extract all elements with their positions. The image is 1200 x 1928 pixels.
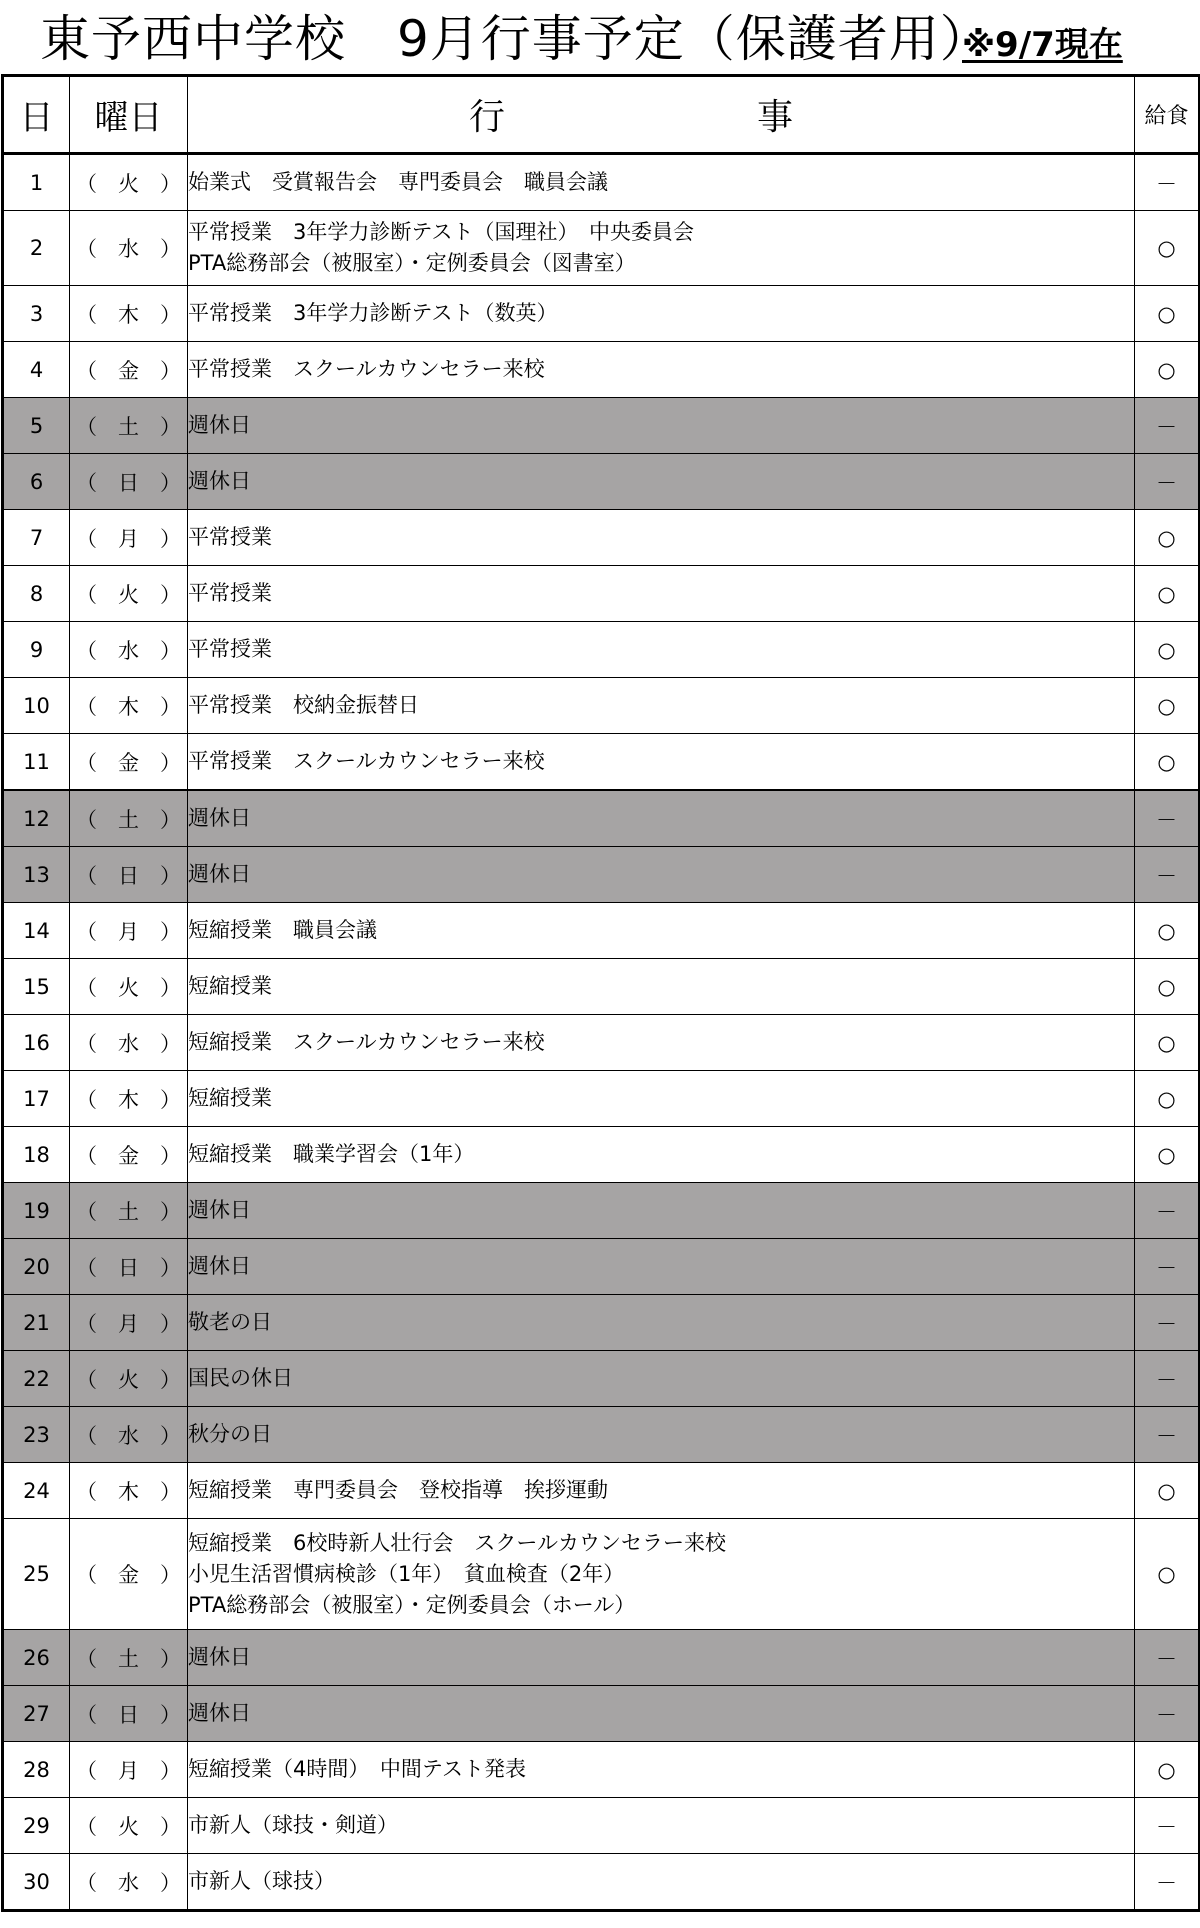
cell-events (188, 1351, 1135, 1407)
cell-lunch: － (1135, 1630, 1200, 1686)
cell-day-of-week: （ 土 ） (70, 398, 188, 454)
cell-day: 24 (3, 1463, 70, 1519)
table-header-row (3, 76, 1200, 154)
event-line: PTA総務部会（被服室）・定例委員会（図書室） (188, 251, 636, 275)
table-row (3, 154, 1200, 211)
cell-events (188, 678, 1135, 734)
event-line: 短縮授業 スクールカウンセラー来校 (188, 1030, 545, 1054)
event-line: 短縮授業 (188, 1086, 272, 1110)
cell-day-of-week: （ 火 ） (70, 566, 188, 622)
cell-day: 7 (3, 510, 70, 566)
table-row (3, 1127, 1200, 1183)
table-row (3, 211, 1200, 286)
table-row (3, 1015, 1200, 1071)
cell-day: 19 (3, 1183, 70, 1239)
cell-lunch: ○ (1135, 903, 1200, 959)
cell-day: 28 (3, 1742, 70, 1798)
cell-lunch: － (1135, 1183, 1200, 1239)
table-row (3, 1295, 1200, 1351)
table-row (3, 1742, 1200, 1798)
cell-day-of-week: （ 月 ） (70, 510, 188, 566)
cell-day: 18 (3, 1127, 70, 1183)
cell-day-of-week: （ 火 ） (70, 154, 188, 211)
table-row (3, 1686, 1200, 1742)
event-schedule-table (1, 74, 1200, 1912)
event-line: 週休日 (188, 1645, 251, 1669)
cell-day-of-week: （ 金 ） (70, 1127, 188, 1183)
cell-lunch: ○ (1135, 286, 1200, 342)
cell-day: 26 (3, 1630, 70, 1686)
cell-events (188, 1239, 1135, 1295)
cell-day: 20 (3, 1239, 70, 1295)
event-line: 平常授業 スクールカウンセラー来校 (188, 357, 545, 381)
column-header-day-of-week: 曜日 (70, 76, 188, 154)
event-line: 短縮授業 職員会議 (188, 918, 377, 942)
cell-events (188, 1071, 1135, 1127)
table-body (3, 154, 1200, 1911)
cell-day: 15 (3, 959, 70, 1015)
cell-lunch: ○ (1135, 734, 1200, 791)
table-row (3, 1071, 1200, 1127)
cell-lunch: ○ (1135, 1463, 1200, 1519)
cell-lunch: ○ (1135, 211, 1200, 286)
cell-lunch: － (1135, 790, 1200, 847)
cell-lunch: － (1135, 1798, 1200, 1854)
cell-events (188, 1686, 1135, 1742)
cell-events (188, 1742, 1135, 1798)
event-line: 短縮授業（4時間） 中間テスト発表 (188, 1757, 527, 1781)
cell-day: 8 (3, 566, 70, 622)
cell-day: 2 (3, 211, 70, 286)
cell-day-of-week: （ 水 ） (70, 211, 188, 286)
cell-day: 21 (3, 1295, 70, 1351)
table-row (3, 1463, 1200, 1519)
cell-day: 11 (3, 734, 70, 791)
cell-day-of-week: （ 土 ） (70, 1630, 188, 1686)
event-line: 週休日 (188, 1701, 251, 1725)
table-row (3, 342, 1200, 398)
table-row (3, 1854, 1200, 1911)
table-row (3, 286, 1200, 342)
cell-day-of-week: （ 日 ） (70, 847, 188, 903)
cell-day: 3 (3, 286, 70, 342)
cell-day: 29 (3, 1798, 70, 1854)
cell-events (188, 211, 1135, 286)
cell-lunch: － (1135, 1351, 1200, 1407)
event-line: 週休日 (188, 1198, 251, 1222)
cell-lunch: ○ (1135, 1071, 1200, 1127)
cell-day: 23 (3, 1407, 70, 1463)
cell-day-of-week: （ 木 ） (70, 286, 188, 342)
event-line: 週休日 (188, 806, 251, 830)
cell-events (188, 790, 1135, 847)
cell-events (188, 342, 1135, 398)
table-row (3, 1183, 1200, 1239)
cell-events (188, 1854, 1135, 1911)
cell-day: 14 (3, 903, 70, 959)
cell-lunch: ○ (1135, 622, 1200, 678)
cell-events (188, 566, 1135, 622)
cell-day: 27 (3, 1686, 70, 1742)
cell-day-of-week: （ 土 ） (70, 1183, 188, 1239)
cell-lunch: ○ (1135, 1519, 1200, 1630)
event-line: 平常授業 校納金振替日 (188, 693, 419, 717)
table-row (3, 398, 1200, 454)
document-header (0, 0, 1200, 74)
cell-lunch: － (1135, 1295, 1200, 1351)
cell-lunch: － (1135, 1854, 1200, 1911)
cell-events (188, 959, 1135, 1015)
table-row (3, 734, 1200, 791)
cell-lunch: － (1135, 1239, 1200, 1295)
cell-lunch: ○ (1135, 566, 1200, 622)
cell-day-of-week: （ 金 ） (70, 1519, 188, 1630)
event-line: PTA総務部会（被服室）・定例委員会（ホール） (188, 1592, 636, 1617)
cell-day: 10 (3, 678, 70, 734)
cell-day-of-week: （ 水 ） (70, 622, 188, 678)
event-line: 敬老の日 (188, 1310, 272, 1334)
event-line: 平常授業 (188, 637, 272, 661)
cell-lunch: － (1135, 154, 1200, 211)
cell-lunch: ○ (1135, 342, 1200, 398)
cell-day: 1 (3, 154, 70, 211)
table-row (3, 510, 1200, 566)
table-row (3, 847, 1200, 903)
event-line: 市新人（球技） (188, 1869, 335, 1893)
event-line: 短縮授業 専門委員会 登校指導 挨拶運動 (188, 1478, 608, 1502)
event-line: 週休日 (188, 1254, 251, 1278)
event-line: 小児生活習慣病検診（1年） 貧血検査（2年） (188, 1561, 625, 1586)
event-line: 平常授業 (188, 525, 272, 549)
event-line: 週休日 (188, 413, 251, 437)
cell-events (188, 1183, 1135, 1239)
cell-day-of-week: （ 月 ） (70, 903, 188, 959)
cell-day: 4 (3, 342, 70, 398)
cell-events (188, 1798, 1135, 1854)
cell-day-of-week: （ 水 ） (70, 1854, 188, 1911)
cell-events (188, 903, 1135, 959)
cell-day-of-week: （ 火 ） (70, 1351, 188, 1407)
cell-lunch: ○ (1135, 678, 1200, 734)
cell-lunch: － (1135, 847, 1200, 903)
cell-day-of-week: （ 月 ） (70, 1742, 188, 1798)
cell-day-of-week: （ 火 ） (70, 959, 188, 1015)
event-line: 平常授業 3年学力診断テスト（国理社） 中央委員会 (188, 220, 695, 244)
cell-day-of-week: （ 火 ） (70, 1798, 188, 1854)
column-header-lunch: 給食 (1135, 76, 1200, 154)
column-header-events: 行 事 (188, 76, 1135, 154)
as-of-note: ※9/7現在 (962, 25, 1123, 65)
event-line: 週休日 (188, 469, 251, 493)
cell-day-of-week: （ 月 ） (70, 1295, 188, 1351)
cell-events (188, 1463, 1135, 1519)
cell-day-of-week: （ 日 ） (70, 454, 188, 510)
cell-events (188, 1630, 1135, 1686)
table-row (3, 903, 1200, 959)
table-row (3, 622, 1200, 678)
table-row (3, 1351, 1200, 1407)
cell-events (188, 1015, 1135, 1071)
cell-lunch: － (1135, 1686, 1200, 1742)
document-title: 東予西中学校 9月行事予定（保護者用） (40, 10, 991, 68)
cell-day: 5 (3, 398, 70, 454)
event-line: 週休日 (188, 862, 251, 886)
cell-day-of-week: （ 木 ） (70, 1071, 188, 1127)
cell-events (188, 286, 1135, 342)
cell-day: 22 (3, 1351, 70, 1407)
event-line: 市新人（球技・剣道） (188, 1813, 398, 1837)
table-row (3, 1519, 1200, 1630)
event-line: 平常授業 (188, 581, 272, 605)
event-line: 短縮授業 6校時新人壮行会 スクールカウンセラー来校 (188, 1530, 726, 1555)
cell-lunch: ○ (1135, 1742, 1200, 1798)
table-row (3, 1630, 1200, 1686)
cell-events (188, 154, 1135, 211)
cell-events (188, 1295, 1135, 1351)
cell-day-of-week: （ 日 ） (70, 1239, 188, 1295)
table-row (3, 1239, 1200, 1295)
cell-events (188, 398, 1135, 454)
cell-day: 17 (3, 1071, 70, 1127)
table-row (3, 1407, 1200, 1463)
column-header-day: 日 (3, 76, 70, 154)
cell-day: 25 (3, 1519, 70, 1630)
table-row (3, 566, 1200, 622)
cell-events (188, 622, 1135, 678)
event-line: 平常授業 3年学力診断テスト（数英） (188, 301, 558, 325)
cell-day: 13 (3, 847, 70, 903)
cell-events (188, 1127, 1135, 1183)
cell-events (188, 1407, 1135, 1463)
cell-events (188, 1519, 1135, 1630)
cell-day: 16 (3, 1015, 70, 1071)
cell-lunch: － (1135, 398, 1200, 454)
cell-day-of-week: （ 木 ） (70, 1463, 188, 1519)
event-line: 平常授業 スクールカウンセラー来校 (188, 749, 545, 773)
cell-day: 9 (3, 622, 70, 678)
cell-day-of-week: （ 金 ） (70, 342, 188, 398)
cell-events (188, 847, 1135, 903)
event-line: 国民の休日 (188, 1366, 293, 1390)
event-line: 短縮授業 職業学習会（1年） (188, 1142, 475, 1166)
cell-day: 30 (3, 1854, 70, 1911)
cell-day-of-week: （ 水 ） (70, 1407, 188, 1463)
table-row (3, 959, 1200, 1015)
cell-events (188, 734, 1135, 791)
cell-day: 12 (3, 790, 70, 847)
cell-lunch: ○ (1135, 1127, 1200, 1183)
table-row (3, 678, 1200, 734)
cell-lunch: － (1135, 454, 1200, 510)
cell-day-of-week: （ 日 ） (70, 1686, 188, 1742)
cell-events (188, 454, 1135, 510)
cell-day-of-week: （ 金 ） (70, 734, 188, 791)
table-row (3, 790, 1200, 847)
cell-lunch: － (1135, 1407, 1200, 1463)
cell-lunch: ○ (1135, 959, 1200, 1015)
cell-events (188, 510, 1135, 566)
cell-day-of-week: （ 土 ） (70, 790, 188, 847)
cell-lunch: ○ (1135, 1015, 1200, 1071)
table-row (3, 1798, 1200, 1854)
cell-day-of-week: （ 木 ） (70, 678, 188, 734)
cell-day-of-week: （ 水 ） (70, 1015, 188, 1071)
table-row (3, 454, 1200, 510)
event-line: 短縮授業 (188, 974, 272, 998)
cell-lunch: ○ (1135, 510, 1200, 566)
cell-day: 6 (3, 454, 70, 510)
event-line: 秋分の日 (188, 1422, 272, 1446)
event-line: 始業式 受賞報告会 専門委員会 職員会議 (188, 170, 608, 194)
